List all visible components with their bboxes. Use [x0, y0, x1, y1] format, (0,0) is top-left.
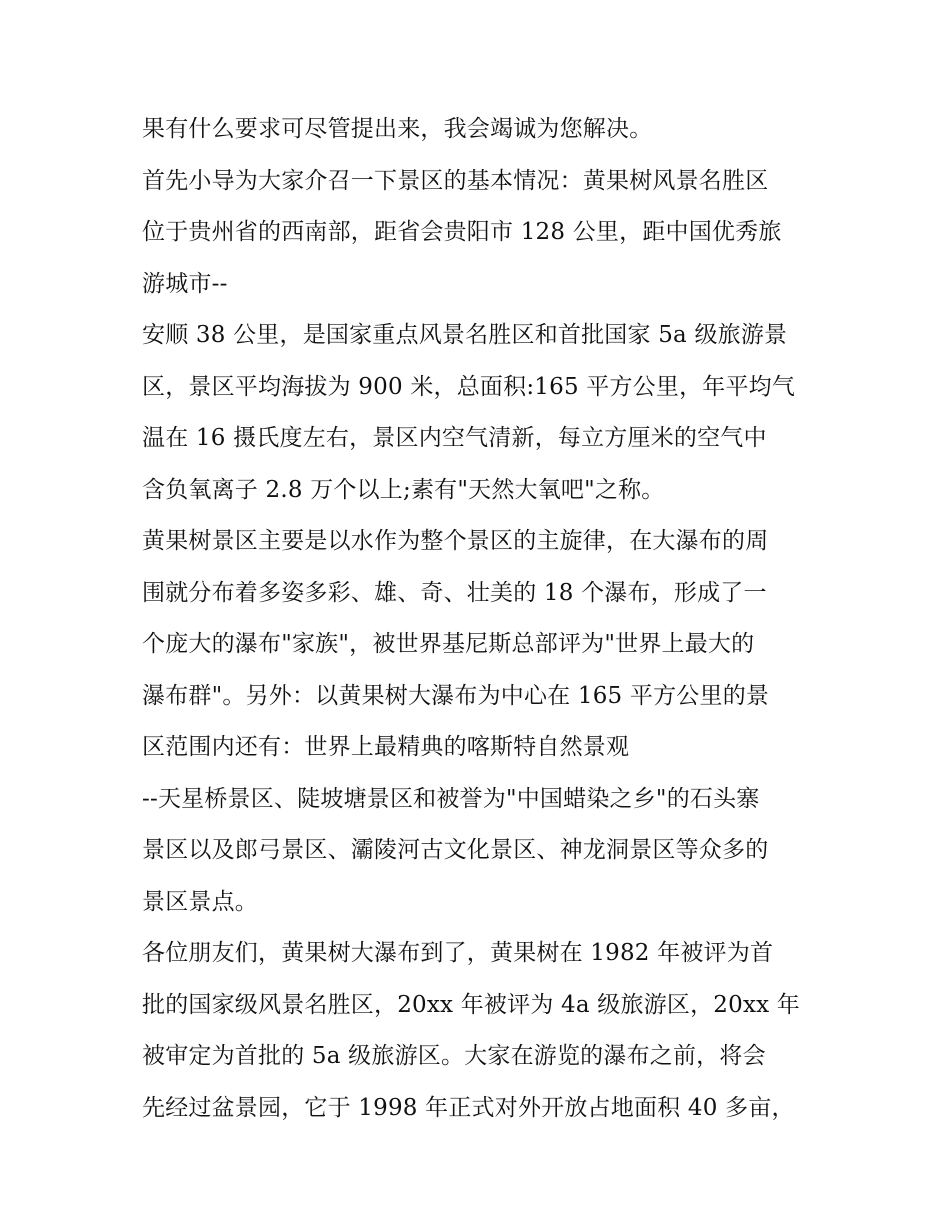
document-body — [142, 104, 822, 1134]
text-line-6: 区，景区平均海拔为 900 米，总面积:165 平方公里，年平均气 — [142, 373, 796, 400]
text-line-14: --天星桥景区、陡坡塘景区和被誉为"中国蜡染之乡"的石头寨 — [142, 785, 760, 812]
text-line-5: 安顺 38 公里，是国家重点风景名胜区和首批国家 5a 级旅游景 — [142, 322, 788, 348]
text-line-7: 温在 16 摄氏度左右，景区内空气清新，每立方厘米的空气中 — [142, 425, 767, 451]
text-line-10: 围就分布着多姿多彩、雄、奇、壮美的 18 个瀑布，形成了一 — [142, 579, 767, 606]
text-line-2: 首先小导为大家介召一下景区的基本情况：黄果树风景名胜区 — [142, 167, 769, 194]
text-line-8: 含负氧离子 2.8 万个以上;素有"天然大氧吧"之称。 — [142, 476, 665, 503]
text-line-13: 区范围内还有：世界上最精典的喀斯特自然景观 — [142, 734, 630, 760]
text-line-1: 果有什么要求可尽管提出来，我会竭诚为您解决。 — [142, 116, 653, 142]
text-line-11: 个庞大的瀑布"家族"，被世界基尼斯总部评为"世界上最大的 — [142, 631, 755, 657]
text-line-19: 被审定为首批的 5a 级旅游区。大家在游览的瀑布之前，将会 — [142, 1043, 766, 1069]
text-line-16: 景区景点。 — [142, 888, 258, 915]
text-line-3: 位于贵州省的西南部，距省会贵阳市 128 公里，距中国优秀旅 — [142, 219, 782, 245]
text-line-4: 游城市-- — [142, 270, 228, 297]
text-line-9: 黄果树景区主要是以水作为整个景区的主旋律，在大瀑布的周 — [142, 528, 769, 554]
text-line-15: 景区以及郎弓景区、灞陵河古文化景区、神龙洞景区等众多的 — [142, 837, 769, 863]
text-line-20: 先经过盆景园，它于 1998 年正式对外开放占地面积 40 多亩， — [142, 1094, 795, 1121]
text-line-17: 各位朋友们，黄果树大瀑布到了，黄果树在 1982 年被评为首 — [142, 940, 774, 966]
text-line-18: 批的国家级风景名胜区，20xx 年被评为 4a 级旅游区，20xx 年 — [142, 991, 801, 1018]
text-line-12: 瀑布群"。另外：以黄果树大瀑布为中心在 165 平方公里的景 — [142, 682, 770, 709]
